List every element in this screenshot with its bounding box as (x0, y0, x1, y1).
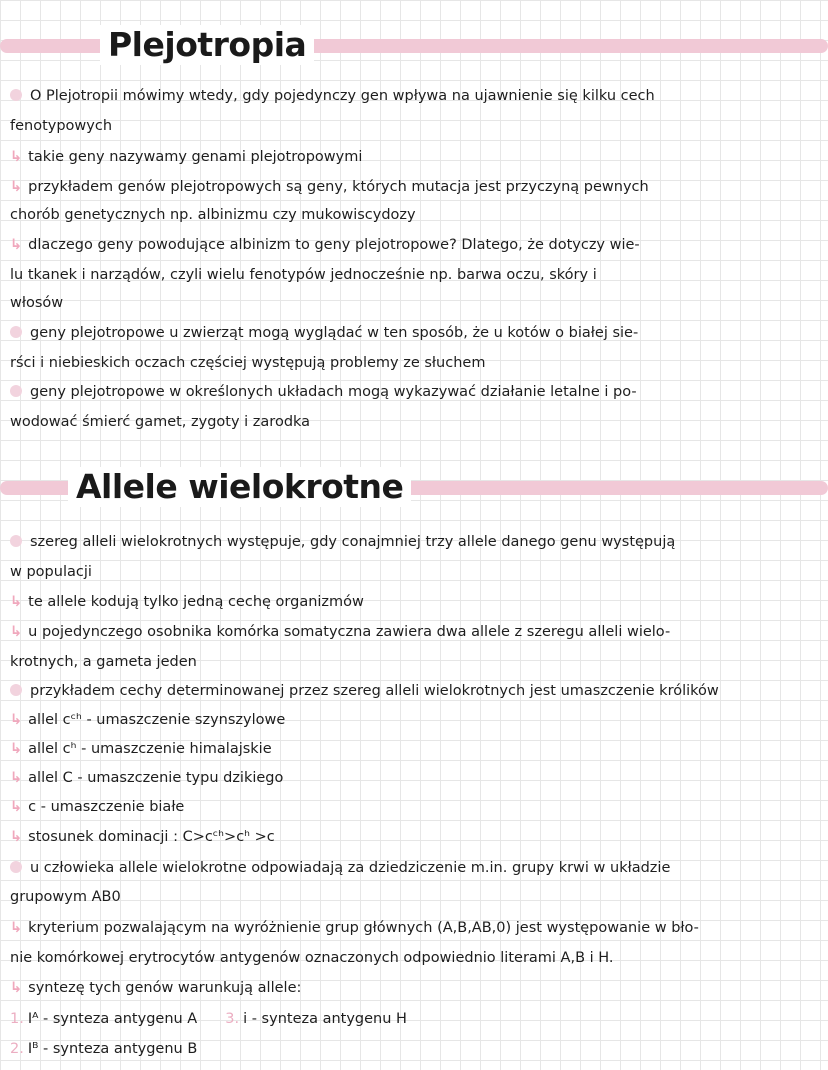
corner-arrow-icon: ↳ (10, 712, 23, 728)
section-title: Allele wielokrotne (68, 467, 411, 507)
text-line: u człowieka allele wielokrotne odpowiadają za dziedziczenie m.in. grupy krwi w układzie (10, 856, 816, 880)
corner-arrow-icon: ↳ (10, 920, 23, 936)
corner-arrow-icon: ↳ (10, 799, 23, 815)
text-line: O Plejotropii mówimy wtedy, gdy pojedynczy gen wpływa na ujawnienie się kilku cech (10, 84, 816, 108)
text-line: lu tkanek i narządów, czyli wielu fenotypów jednocześnie np. barwa oczu, skóry i (10, 267, 597, 283)
text-line: fenotypowych (10, 118, 113, 134)
corner-arrow-icon: ↳ (10, 149, 23, 165)
pink-dot-icon (10, 385, 22, 397)
text-line: w populacji (10, 564, 92, 580)
pink-dot-icon (10, 684, 22, 696)
list-number: 3. (225, 1011, 240, 1027)
text-line: ↳ stosunek dominacji : C>cᶜʰ>cʰ >c (10, 829, 275, 845)
corner-arrow-icon: ↳ (10, 980, 23, 996)
text-line: chorób genetycznych np. albinizmu czy mukowiscydozy (10, 207, 416, 223)
text-line: ↳ dlaczego geny powodujące albinizm to geny plejotropowe? Dlatego, że dotyczy wie- (10, 237, 640, 253)
corner-arrow-icon: ↳ (10, 770, 23, 786)
corner-arrow-icon: ↳ (10, 624, 23, 640)
section-title: Plejotropia (100, 25, 314, 65)
text-line: włosów (10, 295, 64, 311)
section-header-plejotropia (0, 25, 828, 65)
list-number: 1. (10, 1011, 24, 1027)
corner-arrow-icon: ↳ (10, 237, 23, 253)
text-line: przykładem cechy determinowanej przez szereg alleli wielokrotnych jest umaszczenie królików (10, 679, 816, 703)
corner-arrow-icon: ↳ (10, 829, 23, 845)
text-line: ↳ te allele kodują tylko jedną cechę organizmów (10, 594, 364, 610)
pink-dot-icon (10, 535, 22, 547)
text-line: ↳ allel cʰ - umaszczenie himalajskie (10, 741, 272, 757)
text-line: ↳ syntezę tych genów warunkują allele: (10, 980, 302, 996)
text-line: geny plejotropowe u zwierząt mogą wyglądać w ten sposób, że u kotów o białej sie- (10, 321, 816, 345)
text-line: 1. Iᴬ - synteza antygenu A 3. i - synteza antygenu H (10, 1011, 407, 1027)
text-line: krotnych, a gameta jeden (10, 654, 197, 670)
text-line: szereg alleli wielokrotnych występuje, gdy conajmniej trzy allele danego genu występują (10, 530, 816, 554)
text-line: grupowym AB0 (10, 889, 121, 905)
pink-dot-icon (10, 89, 22, 101)
text-line: ↳ allel C - umaszczenie typu dzikiego (10, 770, 284, 786)
text-line: ↳ takie geny nazywamy genami plejotropowymi (10, 149, 363, 165)
corner-arrow-icon: ↳ (10, 594, 23, 610)
pink-dot-icon (10, 861, 22, 873)
section-header-allele (0, 467, 828, 507)
text-line: ↳ u pojedynczego osobnika komórka somatyczna zawiera dwa allele z szeregu alleli wielo- (10, 624, 671, 640)
text-line: ↳ allel cᶜʰ - umaszczenie szynszylowe (10, 712, 286, 728)
text-line: 2. Iᴮ - synteza antygenu B (10, 1041, 198, 1057)
corner-arrow-icon: ↳ (10, 179, 23, 195)
text-line: ↳ przykładem genów plejotropowych są geny, których mutacja jest przyczyną pewnych (10, 179, 649, 195)
text-line: rści i niebieskich oczach częściej występują problemy ze słuchem (10, 355, 486, 371)
text-line: ↳ c - umaszczenie białe (10, 799, 185, 815)
pink-dot-icon (10, 326, 22, 338)
text-line: nie komórkowej erytrocytów antygenów oznaczonych odpowiednio literami A,B i H. (10, 950, 614, 966)
list-number: 2. (10, 1041, 24, 1057)
text-line: ↳ kryterium pozwalającym na wyróżnienie grup głównych (A,B,AB,0) jest występowanie w bło- (10, 920, 699, 936)
text-line: wodować śmierć gamet, zygoty i zarodka (10, 414, 311, 430)
text-line: geny plejotropowe w określonych układach mogą wykazywać działanie letalne i po- (10, 380, 816, 404)
corner-arrow-icon: ↳ (10, 741, 23, 757)
